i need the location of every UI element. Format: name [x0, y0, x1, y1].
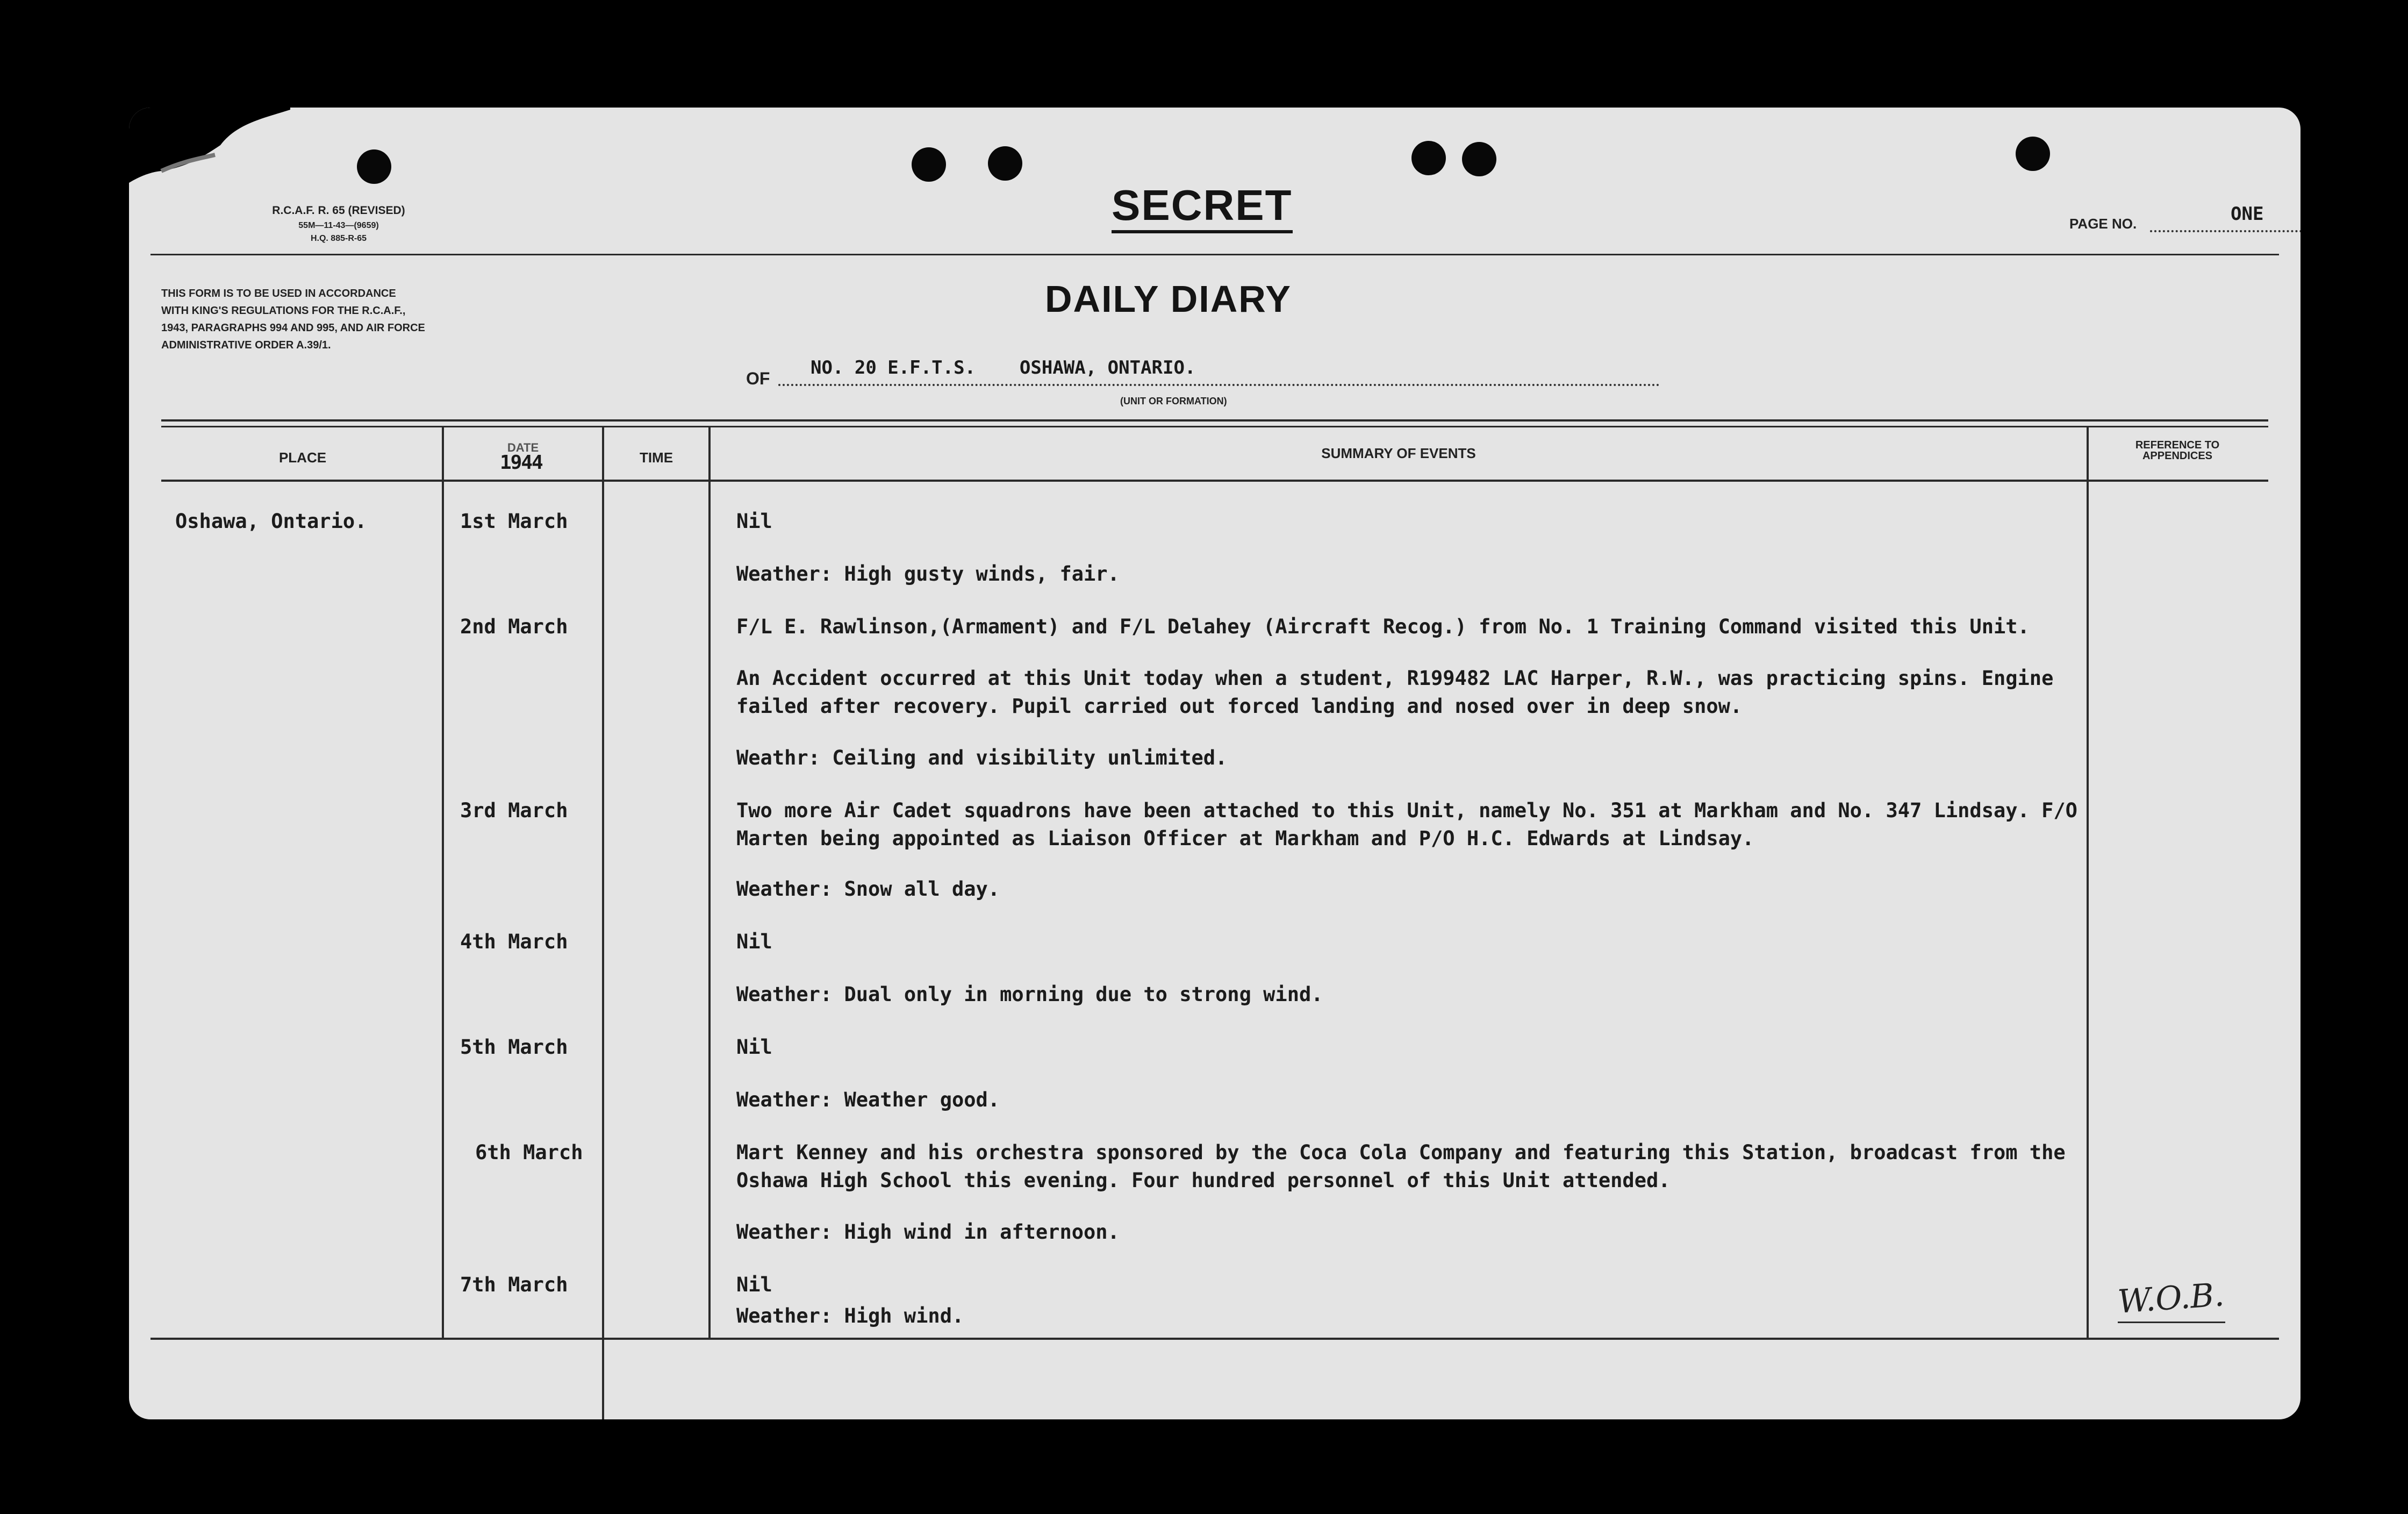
unit-caption: (UNIT OR FORMATION) — [1120, 396, 1227, 406]
punch-hole — [912, 147, 946, 182]
column-divider — [442, 426, 444, 1340]
summary-text: Weather: Weather good. — [736, 1088, 1000, 1111]
instruction-line: THIS FORM IS TO BE USED IN ACCORDANCE — [161, 288, 396, 299]
document-title: DAILY DIARY — [1045, 278, 1292, 320]
page-no-value: ONE — [2231, 203, 2264, 225]
page-no-label: PAGE NO. — [2069, 216, 2137, 232]
unit-name: NO. 20 E.F.T.S. OSHAWA, ONTARIO. — [811, 357, 1196, 378]
summary-text: Weather: High gusty winds, fair. — [736, 562, 1120, 585]
signature-underline — [2118, 1322, 2225, 1323]
date-cell: 3rd March — [460, 799, 568, 822]
form-instructions — [161, 285, 425, 354]
punch-hole — [1411, 141, 1446, 175]
summary-text: Nil — [736, 930, 772, 953]
table-bottom-rule — [150, 1338, 2279, 1340]
column-header-summary: SUMMARY OF EVENTS — [1321, 445, 1476, 461]
column-divider — [2087, 426, 2089, 1340]
header-rule — [150, 254, 2279, 255]
summary-text: Weather: High wind in afternoon. — [736, 1220, 1120, 1244]
table-head-rule — [161, 480, 2268, 482]
reference-line: APPENDICES — [2142, 450, 2213, 462]
punch-hole — [1462, 142, 1496, 176]
column-header-date: DATE — [507, 441, 539, 454]
date-cell: 5th March — [460, 1035, 568, 1059]
diary-sheet — [129, 108, 2300, 1419]
instruction-line: WITH KING'S REGULATIONS FOR THE R.C.A.F., — [161, 305, 406, 317]
torn-corner — [129, 108, 290, 183]
column-header-reference — [2089, 440, 2266, 461]
column-header-time: TIME — [639, 449, 673, 466]
table-top-rule — [161, 426, 2268, 427]
summary-text: Weathr: Ceiling and visibility unlimited. — [736, 746, 1228, 769]
summary-text: Nil — [736, 1035, 772, 1059]
punch-hole — [2016, 137, 2050, 171]
summary-text: Two more Air Cadet squadrons have been attached to this Unit, namely No. 351 at Markham and No. 347 Lindsay. F/O Marten being appointed as Liaison Officer at Markham and P/O H.C. Edwards at Lindsay. — [736, 799, 2077, 850]
signature-initials: W.O.B. — [2116, 1276, 2226, 1321]
summary-text: Weather: Dual only in morning due to strong wind. — [736, 983, 1323, 1006]
column-header-year: 1944 — [500, 452, 542, 474]
column-divider — [708, 426, 711, 1340]
summary-text: An Accident occurred at this Unit today when a student, R199482 LAC Harper, R.W., was practicing spins. Engine failed after recovery. Pupil carried out forced landing and nosed over in deep snow. — [736, 667, 2054, 718]
form-code-line: H.Q. 885-R-65 — [310, 234, 367, 243]
place-cell: Oshawa, Ontario. — [175, 510, 367, 533]
summary-text: Weather: High wind. — [736, 1304, 964, 1327]
column-header-place: PLACE — [278, 449, 327, 466]
table-top-rule — [161, 419, 2268, 422]
summary-text: Nil — [736, 510, 772, 533]
form-code-line: 55M—11-43—(9659) — [298, 221, 379, 230]
page-no-line — [2150, 203, 2300, 232]
unit-line — [778, 356, 1660, 386]
of-label: OF — [746, 369, 770, 388]
summary-text: Nil — [736, 1273, 772, 1296]
summary-text: Weather: Snow all day. — [736, 877, 1000, 901]
form-code-line: R.C.A.F. R. 65 (REVISED) — [272, 204, 405, 217]
date-cell: 7th March — [460, 1273, 568, 1296]
column-divider — [602, 426, 604, 1419]
date-cell: 6th March — [475, 1141, 583, 1164]
date-cell: 4th March — [460, 930, 568, 953]
reference-line: REFERENCE TO — [2135, 439, 2220, 451]
summary-text: Mart Kenney and his orchestra sponsored by the Coca Cola Company and featuring this Station, broadcast from the Oshawa High School this evening. Four hundred personnel of this Unit attended. — [736, 1141, 2066, 1192]
punch-hole — [988, 146, 1022, 181]
date-cell: 1st March — [460, 510, 568, 533]
instruction-line: 1943, PARAGRAPHS 994 AND 995, AND AIR FORCE — [161, 322, 425, 334]
form-code — [177, 202, 500, 245]
punch-hole — [357, 149, 391, 184]
instruction-line: ADMINISTRATIVE ORDER A.39/1. — [161, 339, 331, 351]
date-cell: 2nd March — [460, 615, 568, 638]
summary-text: F/L E. Rawlinson,(Armament) and F/L Delahey (Aircraft Recog.) from No. 1 Training Command visited this Unit. — [736, 615, 2030, 638]
secret-label: SECRET — [1112, 181, 1293, 233]
